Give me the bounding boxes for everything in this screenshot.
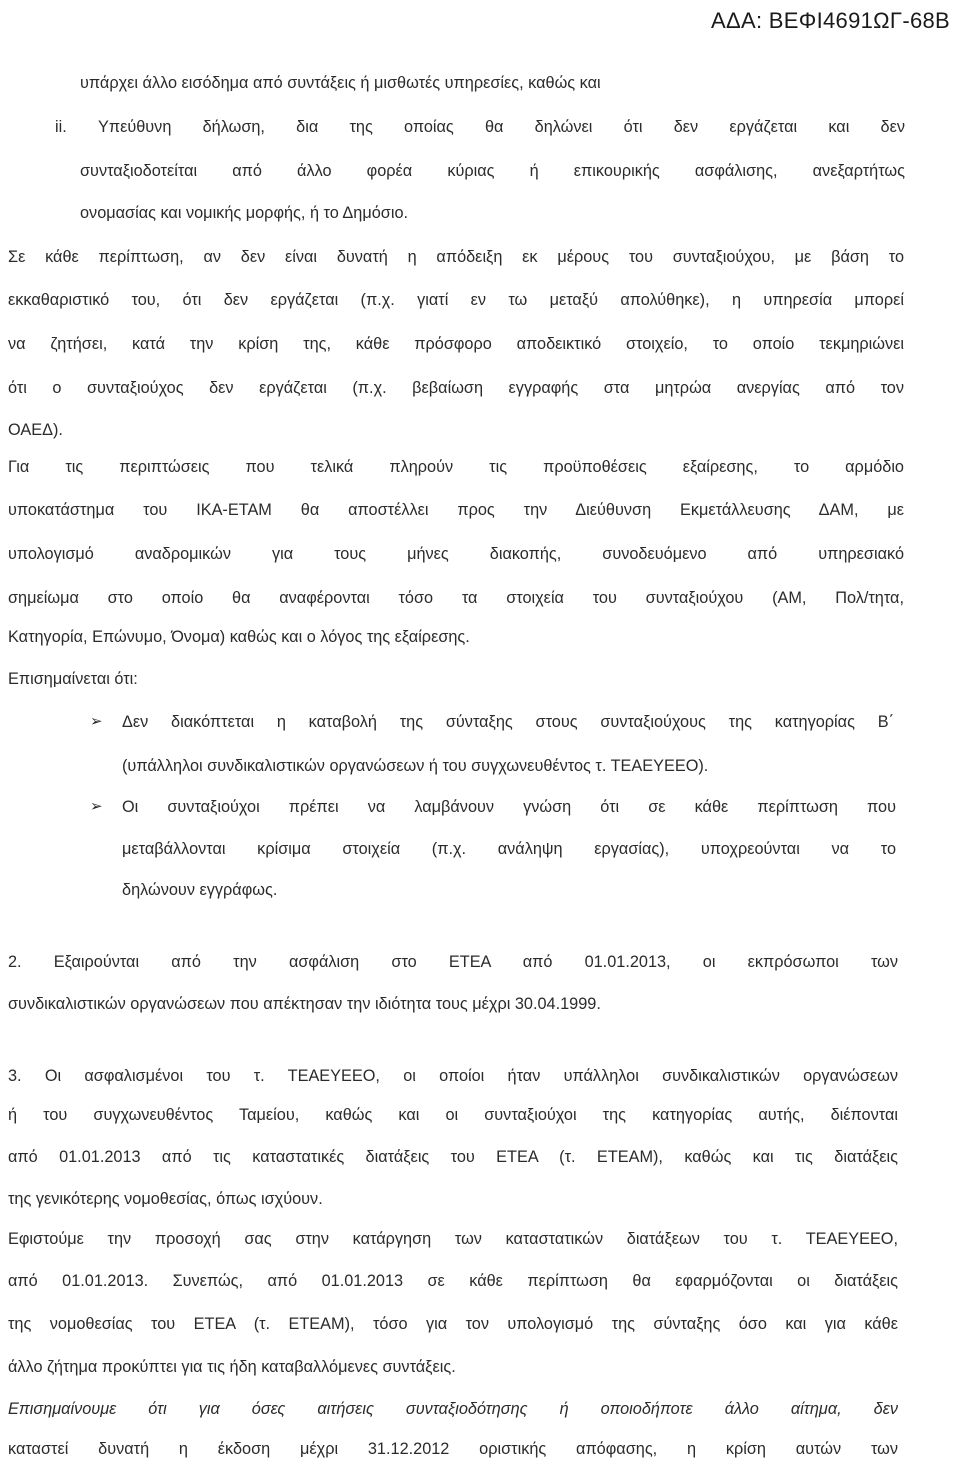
text-line: Εφιστούμε την προσοχή σας στην κατάργηση των καταστατικών διατάξεων του τ. ΤΕΑΕΥΕΕΟ,	[8, 1230, 898, 1248]
text-line: να ζητήσει, κατά την κρίση της, κάθε πρόσφορο αποδεικτικό στοιχείο, το οποίο τεκμηριώνει	[8, 335, 904, 353]
text-line: ή του συγχωνευθέντος Ταμείου, καθώς και οι συνταξιούχοι της κατηγορίας αυτής, διέπονται	[8, 1106, 898, 1124]
text-line: συνταξιοδοτείται από άλλο φορέα κύριας ή επικουρικής ασφάλισης, ανεξαρτήτως	[80, 162, 905, 180]
ada-document-id: ΑΔΑ: ΒΕΦΙ4691ΩΓ-68Β	[711, 8, 950, 33]
text-line: καταστεί δυνατή η έκδοση μέχρι 31.12.2012 οριστικής απόφασης, η κρίση αυτών των	[8, 1440, 898, 1458]
text-line: συνδικαλιστικών οργανώσεων που απέκτησαν την ιδιότητα τους μέχρι 30.04.1999.	[8, 995, 601, 1013]
text-line: δηλώνουν εγγράφως.	[122, 881, 278, 899]
text-line: από 01.01.2013 από τις καταστατικές διατάξεις του ΕΤΕΑ (τ. ΕΤΕΑΜ), καθώς και τις διατάξεις	[8, 1148, 898, 1166]
arrow-bullet-icon: ➢	[90, 713, 103, 730]
text-line: ii. Υπεύθυνη δήλωση, δια της οποίας θα δηλώνει ότι δεν εργάζεται και δεν	[55, 118, 905, 136]
text-line: Κατηγορία, Επώνυμο, Όνομα) καθώς και ο λόγος της εξαίρεσης.	[8, 628, 470, 646]
arrow-bullet-icon: ➢	[90, 798, 103, 815]
text-line: εκκαθαριστικό του, ότι δεν εργάζεται (π.χ. γιατί εν τω μεταξύ απολύθηκε), η υπηρεσία μπορεί	[8, 291, 904, 309]
text-line: Για τις περιπτώσεις που τελικά πληρούν τις προϋποθέσεις εξαίρεσης, το αρμόδιο	[8, 458, 904, 476]
text-line: 2. Εξαιρούνται από την ασφάλιση στο ΕΤΕΑ από 01.01.2013, οι εκπρόσωποι των	[8, 953, 898, 971]
text-line: υποκατάστημα του ΙΚΑ-ΕΤΑΜ θα αποστέλλει προς την Διεύθυνση Εκμετάλλευσης ΔΑΜ, με	[8, 501, 904, 519]
text-line: μεταβάλλονται κρίσιμα στοιχεία (π.χ. ανάληψη εργασίας), υποχρεούνται να το	[122, 840, 896, 858]
text-line: Δεν διακόπτεται η καταβολή της σύνταξης στους συνταξιούχους της κατηγορίας Β΄	[122, 713, 894, 731]
text-line: Επισημαίνουμε ότι για όσες αιτήσεις συνταξιοδότησης ή οποιοδήποτε άλλο αίτημα, δεν	[8, 1400, 898, 1418]
text-line: Σε κάθε περίπτωση, αν δεν είναι δυνατή η απόδειξη εκ μέρους του συνταξιούχου, με βάση το	[8, 248, 904, 266]
text-line: της γενικότερης νομοθεσίας, όπως ισχύουν.	[8, 1190, 323, 1208]
text-line: υπολογισμό αναδρομικών για τους μήνες διακοπής, συνοδευόμενο από υπηρεσιακό	[8, 545, 904, 563]
text-line: ότι ο συνταξιούχος δεν εργάζεται (π.χ. βεβαίωση εγγραφής στα μητρώα ανεργίας από τον	[8, 379, 904, 397]
text-line: Οι συνταξιούχοι πρέπει να λαμβάνουν γνώση ότι σε κάθε περίπτωση που	[122, 798, 896, 816]
text-line: 3. Οι ασφαλισμένοι του τ. ΤΕΑΕΥΕΕΟ, οι οποίοι ήταν υπάλληλοι συνδικαλιστικών οργανώσεων	[8, 1067, 898, 1085]
text-line: υπάρχει άλλο εισόδημα από συντάξεις ή μισθωτές υπηρεσίες, καθώς και	[80, 74, 601, 92]
text-line: ΟΑΕΔ).	[8, 421, 63, 439]
text-line: από 01.01.2013. Συνεπώς, από 01.01.2013 σε κάθε περίπτωση θα εφαρμόζονται οι διατάξεις	[8, 1272, 898, 1290]
text-line: σημείωμα στο οποίο θα αναφέρονται τόσο τα στοιχεία του συνταξιούχου (ΑΜ, Πολ/τητα,	[8, 589, 904, 607]
text-line: Επισημαίνεται ότι:	[8, 670, 138, 688]
text-line: άλλο ζήτημα προκύπτει για τις ήδη καταβαλλόμενες συντάξεις.	[8, 1358, 456, 1376]
text-line: ονομασίας και νομικής μορφής, ή το Δημόσιο.	[80, 204, 409, 222]
text-line: της νομοθεσίας του ΕΤΕΑ (τ. ΕΤΕΑΜ), τόσο για τον υπολογισμό της σύνταξης όσο και για κάθε	[8, 1315, 898, 1333]
text-line: (υπάλληλοι συνδικαλιστικών οργανώσεων ή του συγχωνευθέντος τ. ΤΕΑΕΥΕΕΟ).	[122, 757, 709, 775]
